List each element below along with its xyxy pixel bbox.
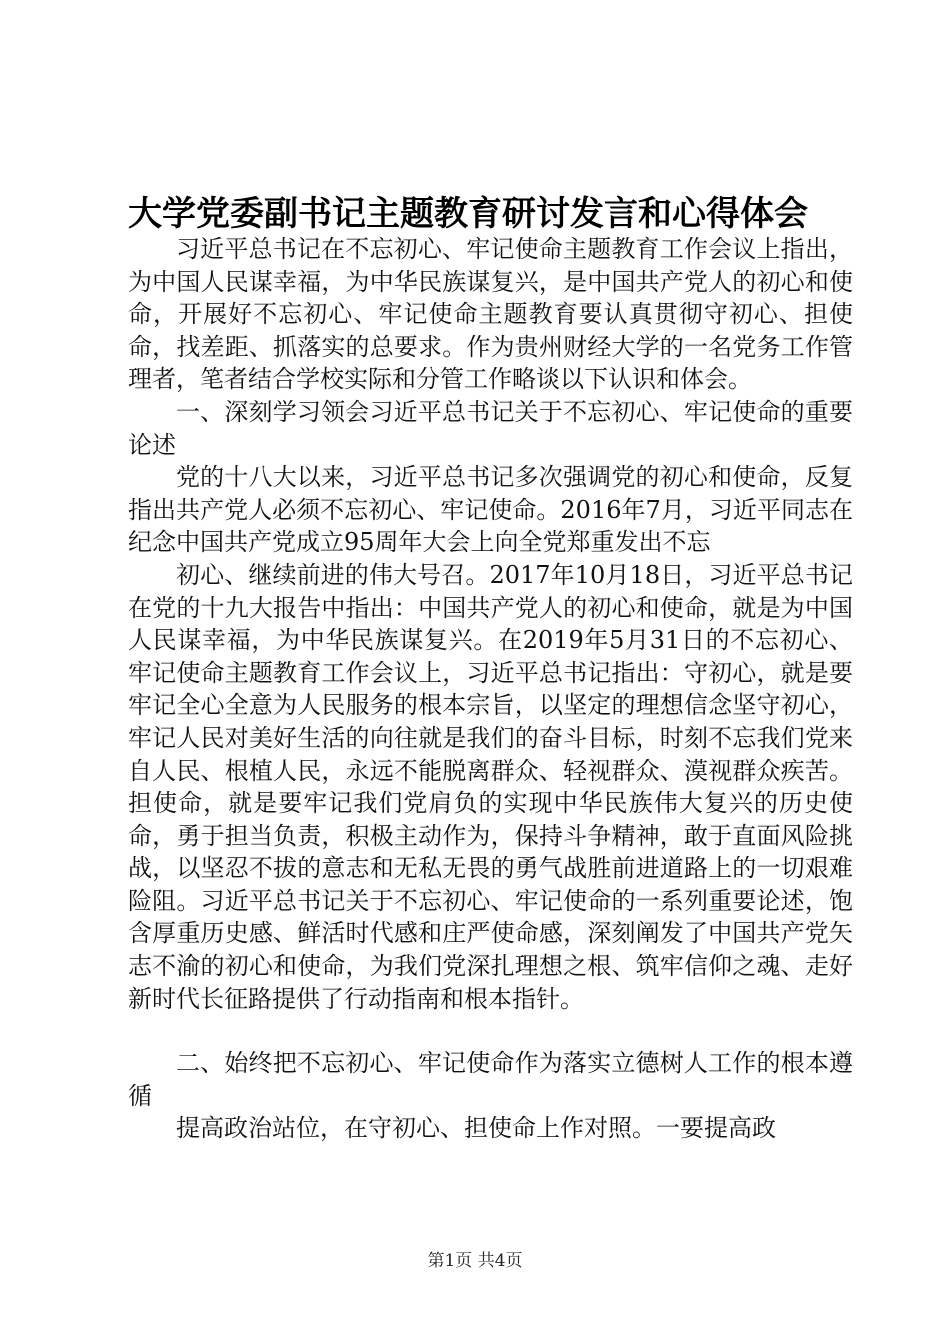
page-footer: 第1页 共4页	[427, 1251, 523, 1271]
section-heading-1: 一、深刻学习领会习近平总书记关于不忘初心、牢记使命的重要论述	[128, 397, 853, 459]
document-body	[128, 233, 853, 1145]
paragraph-intro: 习近平总书记在不忘初心、牢记使命主题教育工作会议上指出，为中国人民谋幸福，为中华民族谋复兴，是中国共产党人的初心和使命，开展好不忘初心、牢记使命主题教育要认真贯彻守初心、担使命，找差距、抓落实的总要求。作为贵州财经大学的一名党务工作管理者，笔者结合学校实际和分管工作略谈以下认识和体会。	[128, 235, 853, 394]
paragraph-3: 初心、继续前进的伟大号召。2017年10月18日，习近平总书记在党的十九大报告中指出：中国共产党人的初心和使命，就是为中国人民谋幸福，为中华民族谋复兴。在2019年5月31日的不忘初心、牢记使命主题教育工作会议上，习近平总书记指出：守初心，就是要牢记全心全意为人民服务的根本宗旨，以坚定的理想信念坚守初心，牢记人民对美好生活的向往就是我们的奋斗目标，时刻不忘我们党来自人民、根植人民，永远不能脱离群众、轻视群众、漠视群众疾苦。担使命，就是要牢记我们党肩负的实现中华民族伟大复兴的历史使命，勇于担当负责，积极主动作为，保持斗争精神，敢于直面风险挑战，以坚忍不拔的意志和无私无畏的勇气战胜前进道路上的一切艰难险阻。习近平总书记关于不忘初心、牢记使命的一系列重要论述，饱含厚重历史感、鲜活时代感和庄严使命感，深刻阐发了中国共产党矢志不渝的初心和使命，为我们党深扎理想之根、筑牢信仰之魂、走好新时代长征路提供了行动指南和根本指针。	[128, 560, 853, 1013]
paragraph-2: 党的十八大以来，习近平总书记多次强调党的初心和使命，反复指出共产党人必须不忘初心、牢记使命。2016年7月，习近平同志在纪念中国共产党成立95周年大会上向全党郑重发出不忘	[128, 463, 853, 557]
section-heading-2: 二、始终把不忘初心、牢记使命作为落实立德树人工作的根本遵循	[128, 1049, 853, 1110]
paragraph-5: 提高政治站位，在守初心、担使命上作对照。一要提高政	[176, 1114, 776, 1143]
document-title: 大学党委副书记主题教育研讨发言和心得体会	[128, 194, 808, 234]
